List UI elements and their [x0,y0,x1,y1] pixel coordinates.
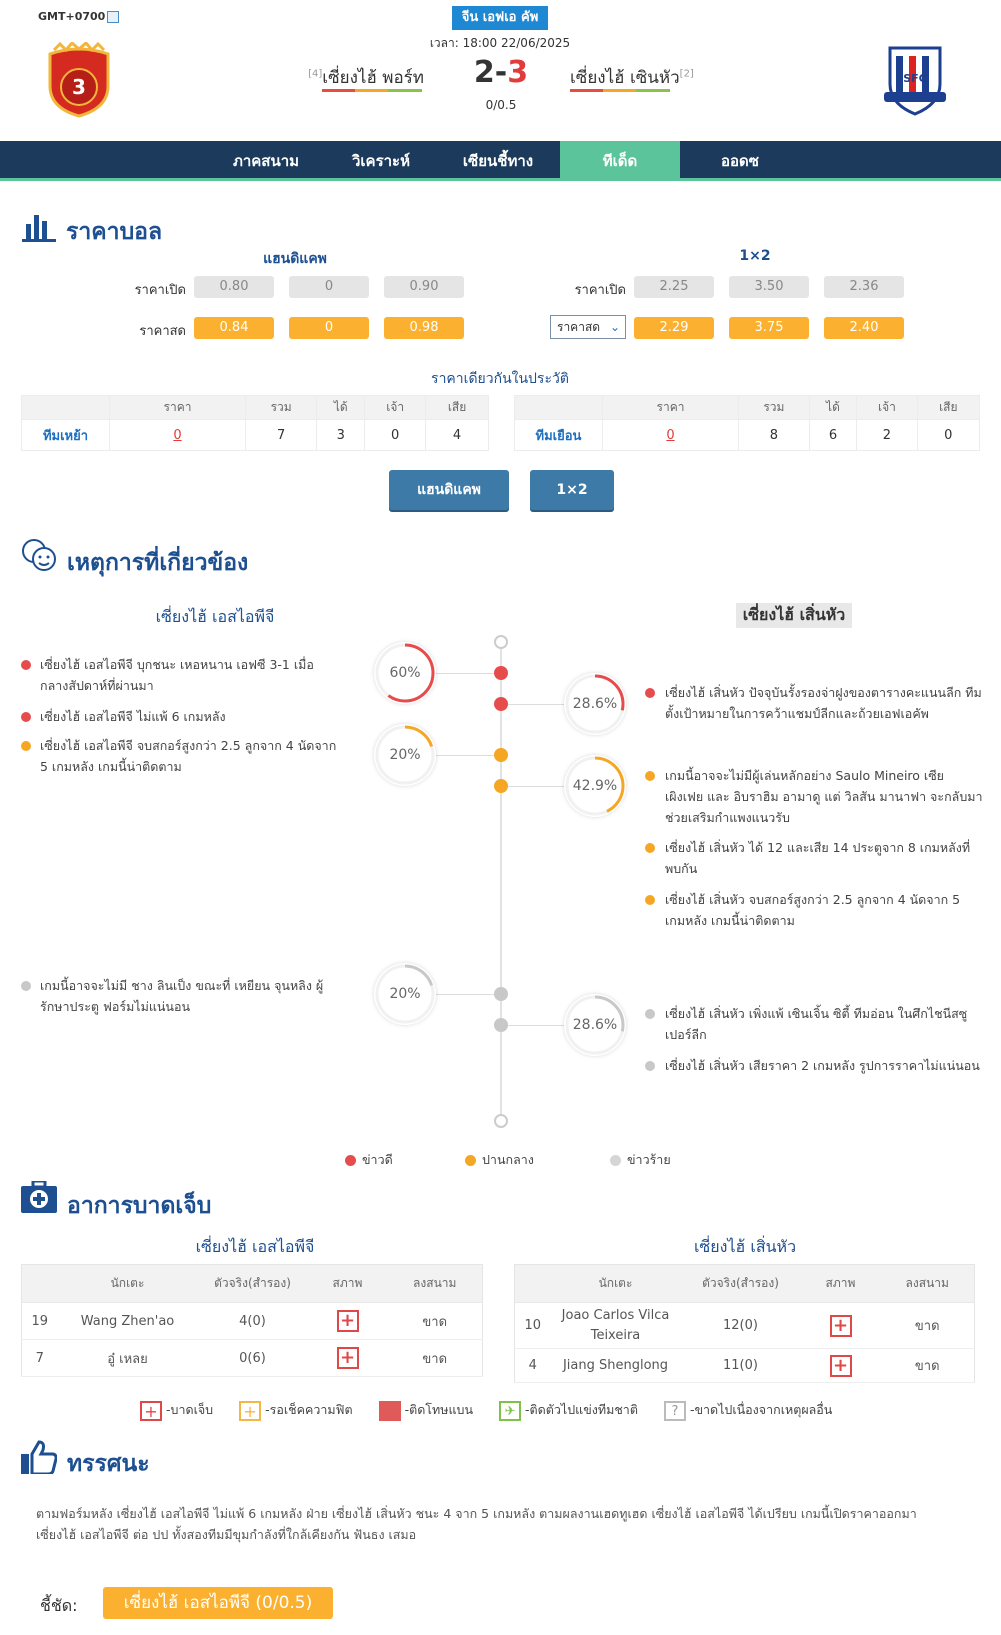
good-news-dot [21,660,31,670]
match-score: 2-3 [473,55,529,90]
hcp-open-away: 0.90 [384,276,464,298]
chat-faces-icon [21,538,57,576]
events-away-team: เซี่ยงไฮ้ เสิ่นหัว [736,603,852,628]
away-team-logo[interactable] [882,42,948,116]
main-nav [0,141,1001,181]
home-team-name[interactable]: [4]เซี่ยงไฮ้ พอร์ท [308,68,424,88]
timezone-label: GMT+0700 [38,10,119,23]
away-row-team: ทีมเยือน [515,420,603,451]
injury-plus-icon: + [830,1355,852,1377]
injury-away-team: เซี่ยงไฮ้ เสิ่นหัว [693,1237,797,1256]
table-row: 19 Wang Zhen'ao 4(0) + ขาด [22,1303,483,1340]
hcp-live-home: 0.84 [194,317,274,339]
timeline-dot-away-mid [494,779,508,793]
pick-badge[interactable]: เซี่ยงไฮ้ เอสไอพีจี (0/0.5) [103,1587,333,1619]
tab-analysis[interactable]: วิเคราะห์ [351,152,410,170]
timeline-dot-away-good [494,697,508,711]
x12-button[interactable]: 1×2 [530,470,614,510]
hcp-live-line: 0 [289,317,369,339]
table-row: 10 Joao Carlos Vilca Teixeira 12(0) + ขาด [515,1303,975,1349]
x12-live-draw: 3.75 [729,317,809,339]
away-row-price[interactable]: 0 [603,420,739,451]
hcp-live-away: 0.98 [384,317,464,339]
x12-open-label: ราคาเปิด [574,283,626,298]
svg-text:3: 3 [72,75,86,99]
tab-tipster[interactable]: เซียนชี้ทาง [462,152,534,170]
away-team-name[interactable]: เซี่ยงไฮ้ เซินหัว[2] [570,68,694,88]
opinion-text: ตามฟอร์มหลัง เซี่ยงไฮ้ เอสไอพีจี ไม่แพ้ 6 เกมหลัง ฝ่าย เซี่ยงไฮ้ เสิ่นหัว ชนะ 4 จาก 5 เกมหลัง ตามผลงานเฮดทูเฮด เซี่ยงไฮ้ เอสไอพีจี ได้เปรียบ เกมนี้เปิดราคาออกมา เซี่ยงไฮ้ เอสไอพีจี ต่อ ปป ทั้งสองทีมมีขุมกำลังที่ใกล้เคียงกัน ฟันธง เสมอ [36,1506,917,1542]
home-bad-pct: 20% [374,963,436,1025]
medical-kit-icon [21,1181,57,1217]
events-home-team: เซี่ยงไฮ้ เอสไอพีจี [155,607,275,626]
handicap-button[interactable]: แฮนดิแคพ [389,470,509,510]
svg-text:SFC: SFC [903,72,927,85]
opinion-section-title: ทรรศนะ [67,1451,150,1477]
news-legend-bad: ข่าวร้าย [610,1150,671,1170]
home-event-good-1: เซี่ยงไฮ้ เอสไอพีจี บุกชนะ เหอหนาน เอฟซี 3-1 เมื่อกลางสัปดาห์ที่ผ่านมา [40,657,314,693]
timeline-start [494,635,508,649]
hcp-open-line: 0 [289,276,369,298]
mid-news-dot [645,771,655,781]
x12-open-draw: 3.50 [729,276,809,298]
away-injury-table: นักเตะ ตัวจริง(สำรอง) สภาพ ลงสนาม 10 Joao Carlos Vilca Teixeira 12(0) + ขาด 4 Jiang Shenglong 11(0) + ขาด [514,1264,975,1383]
table-row: 7 อู๋ เหลย 0(6) + ขาด [22,1340,483,1377]
tab-odds[interactable]: ออดซ [721,152,759,170]
timezone-icon[interactable] [107,11,119,23]
away-event-mid-1: เกมนี้อาจจะไม่มีผู้เล่นหลักอย่าง Saulo Mineiro เซีย เผิงเฟย และ อิบราฮิม อามาดู แต่ วิลสัน มานาฟา จะกลับมาช่วยเสริมกำแพงแนวรับ [665,768,983,825]
injury-plus-icon: + [337,1347,359,1369]
home-injury-table: นักเตะ ตัวจริง(สำรอง) สภาพ ลงสนาม 19 Wang Zhen'ao 4(0) + ขาด 7 อู๋ เหลย 0(6) + ขาด [21,1264,483,1377]
handicap-title: แฮนดิแคพ [263,251,327,267]
away-event-mid-2: เซี่ยงไฮ้ เสิ่นหัว ได้ 12 และเสีย 14 ประตูจาก 8 เกมหลังที่พบกัน [665,840,971,876]
x12-live-home: 2.29 [634,317,714,339]
tab-field[interactable]: ภาคสนาม [232,152,300,170]
thumbs-up-icon [21,1440,57,1478]
x12-open-home: 2.25 [634,276,714,298]
timeline-dot-home-mid [494,748,508,762]
suspended-icon [379,1401,401,1421]
timeline-dot-away-bad [494,1018,508,1032]
match-time: เวลา: 18:00 22/06/2025 [429,36,571,50]
home-row-price[interactable]: 0 [110,420,246,451]
table-row: 4 Jiang Shenglong 11(0) + ขาด [515,1349,975,1383]
home-event-bad-1: เกมนี้อาจจะไม่มี ชาง ลินเป็ง ขณะที่ เหยียน จุนหลิง ผู้รักษาประตู ฟอร์มไม่แน่นอน [40,978,324,1014]
history-title: ราคาเดียวกันในประวัติ [431,371,569,387]
away-event-bad-2: เซี่ยงไฮ้ เสิ่นหัว เสียราคา 2 เกมหลัง รูปการราคาไม่แน่นอน [665,1058,980,1073]
x12-open-away: 2.36 [824,276,904,298]
home-history-table: ราคา รวม ได้ เจ้า เสีย ทีมเหย้า 0 7 3 0 4 [21,395,489,451]
away-good-pct: 28.6% [564,673,626,735]
mid-news-dot [645,843,655,853]
national-team-icon: ✈ [499,1401,521,1421]
away-mid-pct: 42.9% [564,755,626,817]
bad-news-dot [645,1009,655,1019]
x12-title: 1×2 [739,248,771,264]
timeline-dot-home-good [494,666,508,680]
home-mid-pct: 20% [374,724,436,786]
news-legend-mid: ปานกลาง [465,1150,534,1170]
home-team-underline [322,89,422,92]
bad-news-dot [645,1061,655,1071]
away-event-bad-1: เซี่ยงไฮ้ เสิ่นหัว เพิ่งแพ้ เซินเจิ้น ซิตี้ ทีมอ่อน ในศึกไชนีสซูเปอร์ลีก [665,1006,968,1042]
match-handicap: 0/0.5 [485,98,517,112]
away-bad-pct: 28.6% [564,994,626,1056]
injured-icon: + [140,1401,162,1421]
injury-plus-icon: + [337,1310,359,1332]
chevron-down-icon: ⌄ [609,320,620,334]
odds-type-select[interactable]: ราคาสด ⌄ [550,315,626,339]
fitness-check-icon: + [239,1401,261,1421]
hcp-open-home: 0.80 [194,276,274,298]
good-news-dot [21,712,31,722]
away-event-mid-3: เซี่ยงไฮ้ เสิ่นหัว จบสกอร์สูงกว่า 2.5 ลูกจาก 4 นัดจาก 5 เกมหลัง เกมนี้น่าติดตาม [665,892,961,928]
odds-section-icon [22,212,56,246]
pick-label: ชี้ชัด: [40,1596,78,1615]
league-badge[interactable]: จีน เอฟเอ คัพ [452,6,548,30]
away-event-good-1: เซี่ยงไฮ้ เสิ่นหัว ปัจจุบันรั้งรองจ่าฝูงของตารางคะแนนลีก ทีมตั้งเป้าหมายในการคว้าแชมป์ลีกและถ้วยเอฟเอคัพ [665,685,982,721]
home-event-mid-1: เซี่ยงไฮ้ เอสไอพีจี จบสกอร์สูงกว่า 2.5 ลูกจาก 4 นัดจาก 5 เกมหลัง เกมนี้น่าติดตาม [40,738,337,774]
home-event-good-2: เซี่ยงไฮ้ เอสไอพีจี ไม่แพ้ 6 เกมหลัง [40,709,226,724]
away-history-table: ราคา รวม ได้ เจ้า เสีย ทีมเยือน 0 8 6 2 0 [514,395,980,451]
events-section-title: เหตุการที่เกี่ยวข้อง [67,550,249,576]
good-news-dot [645,688,655,698]
injury-plus-icon: + [830,1315,852,1337]
mid-news-dot [645,895,655,905]
timeline-line [500,640,502,1120]
home-good-pct: 60% [374,642,436,704]
injury-home-team: เซี่ยงไฮ้ เอสไอพีจี [195,1237,315,1256]
match-header [0,0,1001,141]
home-row-team: ทีมเหย้า [22,420,110,451]
news-legend-good: ข่าวดี [345,1150,393,1170]
timeline-dot-home-bad [494,987,508,1001]
tab-tips[interactable]: ทีเด็ด [560,141,680,181]
home-team-logo[interactable] [44,42,114,118]
mid-news-dot [21,741,31,751]
away-team-underline [570,89,670,92]
bad-news-dot [21,981,31,991]
other-reason-icon: ? [664,1401,686,1421]
injury-legend: + -บาดเจ็บ + -รอเช็คความฟิต -ติดโทษแบน ✈ -ติดตัวไปแข่งทีมชาติ ? -ขาดไปเนื่องจากเหตุผลอื่น [140,1400,832,1421]
hcp-open-label: ราคาเปิด [134,283,186,298]
odds-section-title: ราคาบอล [66,219,163,245]
hcp-live-label: ราคาสด [139,324,186,339]
x12-live-away: 2.40 [824,317,904,339]
timeline-end [494,1114,508,1128]
injury-section-title: อาการบาดเจ็บ [67,1193,212,1219]
